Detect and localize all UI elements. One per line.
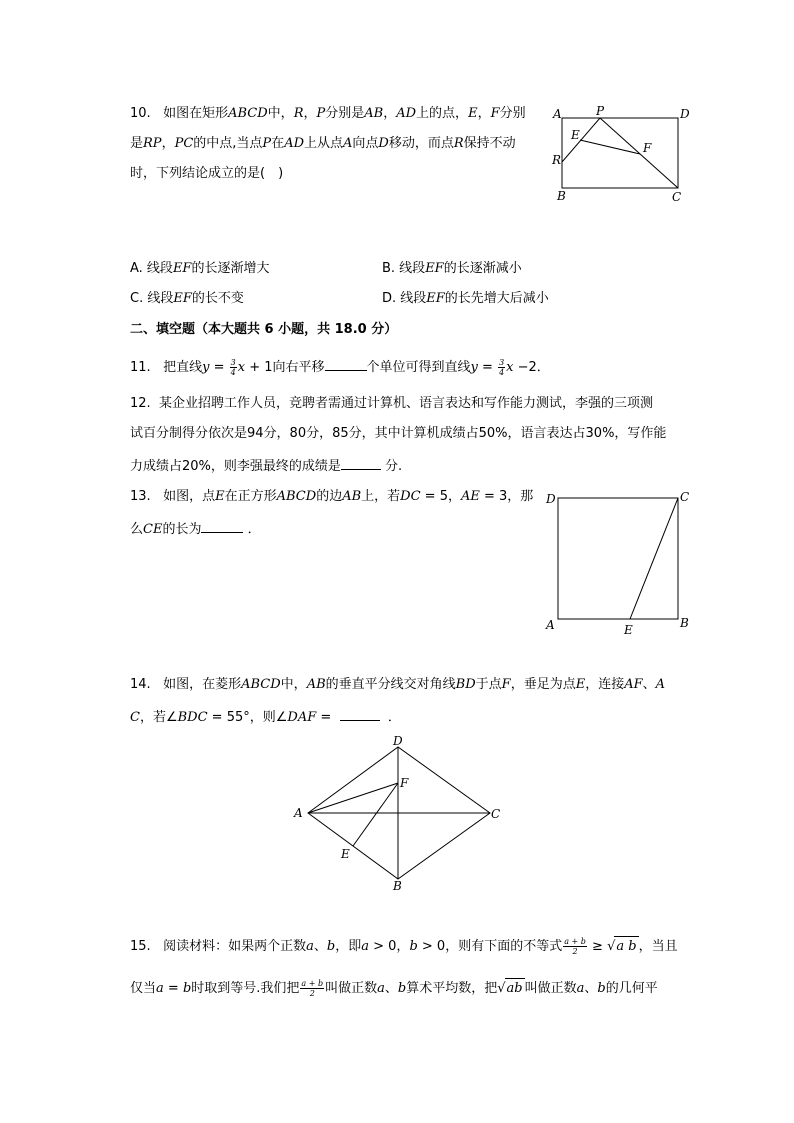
math: AE — [460, 489, 480, 504]
text: 上的点， — [416, 106, 469, 121]
math: R — [293, 106, 304, 121]
math: a b — [614, 936, 638, 957]
text: ， — [303, 106, 317, 121]
denominator: 2 — [572, 947, 578, 956]
fraction — [563, 937, 587, 956]
q15-line-1 — [130, 936, 678, 957]
denominator: 4 — [499, 368, 505, 377]
text: 的边 — [316, 489, 343, 504]
q14-rhombus-figure — [290, 733, 510, 893]
math: AB — [342, 489, 362, 504]
math: b — [397, 981, 407, 996]
text: 分. — [385, 459, 403, 474]
math: AD — [396, 106, 417, 121]
text: ，即 — [335, 939, 362, 954]
label-P: P — [596, 104, 605, 118]
q14-number: 14. — [130, 677, 151, 692]
label-A: A — [553, 107, 562, 121]
text: 仅当 — [130, 981, 157, 996]
math: AB — [306, 677, 326, 692]
math: PC — [174, 136, 194, 151]
text: 、 — [584, 981, 598, 996]
text: 的长先增大后减小 — [444, 291, 549, 306]
math: x — [237, 360, 246, 375]
sqrt-symbol: √ — [497, 981, 506, 996]
text: 力成绩占20%，则李强最终的成绩是 — [130, 459, 341, 474]
math: a — [306, 939, 314, 954]
label-D: D — [393, 734, 403, 748]
denominator: 4 — [230, 368, 236, 377]
math: F — [490, 106, 500, 121]
numerator: a + b — [564, 937, 586, 946]
label-A: A — [546, 618, 555, 632]
math: = 3，那 — [479, 489, 534, 504]
q13-number: 13. — [130, 489, 151, 504]
math: AB — [364, 106, 384, 121]
numerator: 3 — [230, 358, 236, 367]
math: R — [453, 136, 464, 151]
math: = — [163, 981, 183, 996]
math: EF — [173, 291, 192, 306]
math: b — [409, 939, 418, 954]
text: ． — [387, 710, 401, 725]
q13-line-1 — [130, 487, 533, 507]
text: 的几何平 — [605, 981, 658, 996]
math: y — [470, 360, 478, 375]
math: F — [501, 677, 511, 692]
text: 是 — [130, 136, 144, 151]
text: ，若∠ — [139, 710, 178, 725]
text: ． — [247, 522, 261, 537]
denominator: 2 — [309, 989, 315, 998]
text: 、 — [313, 939, 327, 954]
math: = 55°，则∠ — [207, 710, 288, 725]
text: 分别是 — [325, 106, 365, 121]
text: 的长为 — [162, 522, 202, 537]
answer-blank[interactable] — [201, 518, 243, 533]
q10-line-1 — [130, 104, 526, 124]
math: ABCD — [241, 677, 281, 692]
math: RP — [143, 136, 162, 151]
text: 叫做正数 — [524, 981, 577, 996]
math: b — [597, 981, 606, 996]
q15-line-2 — [130, 978, 658, 999]
math: P — [316, 106, 326, 121]
text: 如图，在菱形 — [163, 677, 242, 692]
text: 在正方形 — [224, 489, 277, 504]
text: 向右平移 — [272, 360, 325, 375]
math: b — [182, 981, 192, 996]
text: 时取到等号.我们把 — [191, 981, 300, 996]
text: D. 线段 — [382, 291, 427, 306]
answer-blank[interactable] — [341, 455, 381, 470]
answer-blank[interactable] — [340, 706, 380, 721]
text: 中， — [280, 677, 307, 692]
text: 阅读材料：如果两个正数 — [163, 939, 307, 954]
text: 的长不变 — [191, 291, 244, 306]
q11-line — [130, 356, 550, 378]
text: 上从点 — [304, 136, 344, 151]
label-B: B — [557, 189, 566, 203]
math: E — [215, 489, 225, 504]
numerator: 3 — [499, 358, 505, 367]
label-C: C — [672, 190, 682, 204]
q10-rectangle-figure — [550, 104, 700, 204]
label-A: A — [294, 806, 303, 820]
text: ，垂足为点 — [510, 677, 576, 692]
text: ，连接 — [585, 677, 625, 692]
text: 叫做正数 — [325, 981, 378, 996]
answer-blank[interactable] — [325, 356, 367, 371]
math: P — [262, 136, 272, 151]
text: 的长逐渐减小 — [443, 261, 522, 276]
fraction — [230, 358, 237, 377]
text: A. 线段 — [130, 261, 173, 276]
text: 中， — [267, 106, 294, 121]
math: a — [361, 939, 369, 954]
text: 如图在矩形 — [163, 106, 229, 121]
q10-number: 10. — [130, 106, 151, 121]
math: AF — [624, 677, 643, 692]
math: C — [130, 710, 140, 725]
math: ab — [505, 978, 525, 999]
label-E: E — [341, 847, 350, 861]
math: A — [343, 136, 353, 151]
label-R: R — [552, 153, 562, 167]
label-D: D — [680, 107, 690, 121]
text: B. 线段 — [382, 261, 426, 276]
math: E — [575, 677, 586, 692]
text: 么 — [130, 522, 144, 537]
math: CE — [143, 522, 163, 537]
text: 如图，点 — [163, 489, 216, 504]
q10-line-2 — [130, 134, 516, 154]
label-B: B — [393, 879, 402, 893]
math: = — [477, 360, 498, 375]
q12-line-3 — [130, 455, 402, 477]
text: 保持不动 — [463, 136, 516, 151]
option-b[interactable] — [382, 259, 522, 279]
math: ABCD — [276, 489, 317, 504]
math: AD — [284, 136, 304, 151]
label-E: E — [571, 128, 580, 142]
math: = — [209, 360, 229, 375]
math: a — [377, 981, 385, 996]
text: 算术平均数，把 — [406, 981, 498, 996]
label-C: C — [680, 490, 690, 504]
text: 移动，而点 — [388, 136, 454, 151]
math: = — [316, 710, 336, 725]
q13-square-figure — [544, 488, 694, 638]
math: D — [378, 136, 389, 151]
label-B: B — [680, 616, 689, 630]
text: 、 — [384, 981, 398, 996]
text: C. 线段 — [130, 291, 174, 306]
text: ，当且 — [638, 939, 678, 954]
math: DC — [400, 489, 421, 504]
math: x — [506, 360, 514, 375]
q10-line-3: 时，下列结论成立的是( ) — [130, 166, 284, 181]
math: EF — [172, 261, 192, 276]
option-a[interactable] — [130, 259, 269, 279]
label-D: D — [546, 492, 556, 506]
math: = 5， — [420, 489, 461, 504]
text: ， — [383, 106, 397, 121]
text: 的长逐渐增大 — [191, 261, 270, 276]
text: 某企业招聘工作人员，竞聘者需通过计算机、语言表达和写作能力测试，李强的三项测 — [158, 396, 653, 411]
q12-line-1 — [130, 394, 653, 414]
math: b — [326, 939, 336, 954]
math: DAF — [287, 710, 317, 725]
fraction — [498, 358, 505, 377]
fraction — [300, 979, 324, 998]
text: ， — [477, 106, 491, 121]
math: BDC — [177, 710, 208, 725]
label-F: F — [643, 141, 652, 155]
option-d[interactable] — [382, 289, 549, 309]
sqrt-symbol: √ — [607, 939, 616, 954]
q15-number: 15. — [130, 939, 151, 954]
math: a — [576, 981, 585, 996]
text: 的中点,当点 — [193, 136, 263, 151]
text: 分别 — [499, 106, 526, 121]
q11-number: 11. — [130, 360, 151, 375]
math: A — [655, 677, 666, 692]
label-C: C — [491, 807, 501, 821]
math: + 1 — [245, 360, 273, 375]
q14-line-1 — [130, 675, 665, 695]
text: 个单位可得到直线 — [366, 360, 471, 375]
math: ≥ — [587, 939, 608, 954]
text: 上，若 — [361, 489, 401, 504]
section-heading: 二、填空题（本大题共 6 小题，共 18.0 分） — [130, 322, 398, 337]
text: 于点 — [475, 677, 502, 692]
text: 在 — [271, 136, 285, 151]
q12-number: 12. — [130, 396, 151, 411]
label-E: E — [624, 623, 633, 637]
option-c[interactable] — [130, 289, 244, 309]
math: > 0， — [369, 939, 410, 954]
math: BD — [455, 677, 476, 692]
math: y — [202, 360, 210, 375]
q12-line-2: 试百分制得分依次是94分，80分，85分，其中计算机成绩占50%，语言表达占30%，写作能 — [130, 426, 667, 441]
text: 向点 — [352, 136, 379, 151]
text: > 0，则有下面的不等式 — [417, 939, 563, 954]
text: 把直线 — [163, 360, 203, 375]
numerator: a + b — [301, 979, 324, 988]
math: −2． — [513, 360, 550, 375]
math: E — [468, 106, 478, 121]
text: ， — [161, 136, 175, 151]
q14-line-2 — [130, 706, 401, 728]
label-F: F — [400, 776, 409, 790]
text: 、 — [642, 677, 656, 692]
q13-line-2 — [130, 518, 261, 540]
math: EF — [425, 261, 444, 276]
math: ABCD — [228, 106, 268, 121]
math: a — [156, 981, 164, 996]
text: 的垂直平分线交对角线 — [325, 677, 456, 692]
math: EF — [426, 291, 445, 306]
